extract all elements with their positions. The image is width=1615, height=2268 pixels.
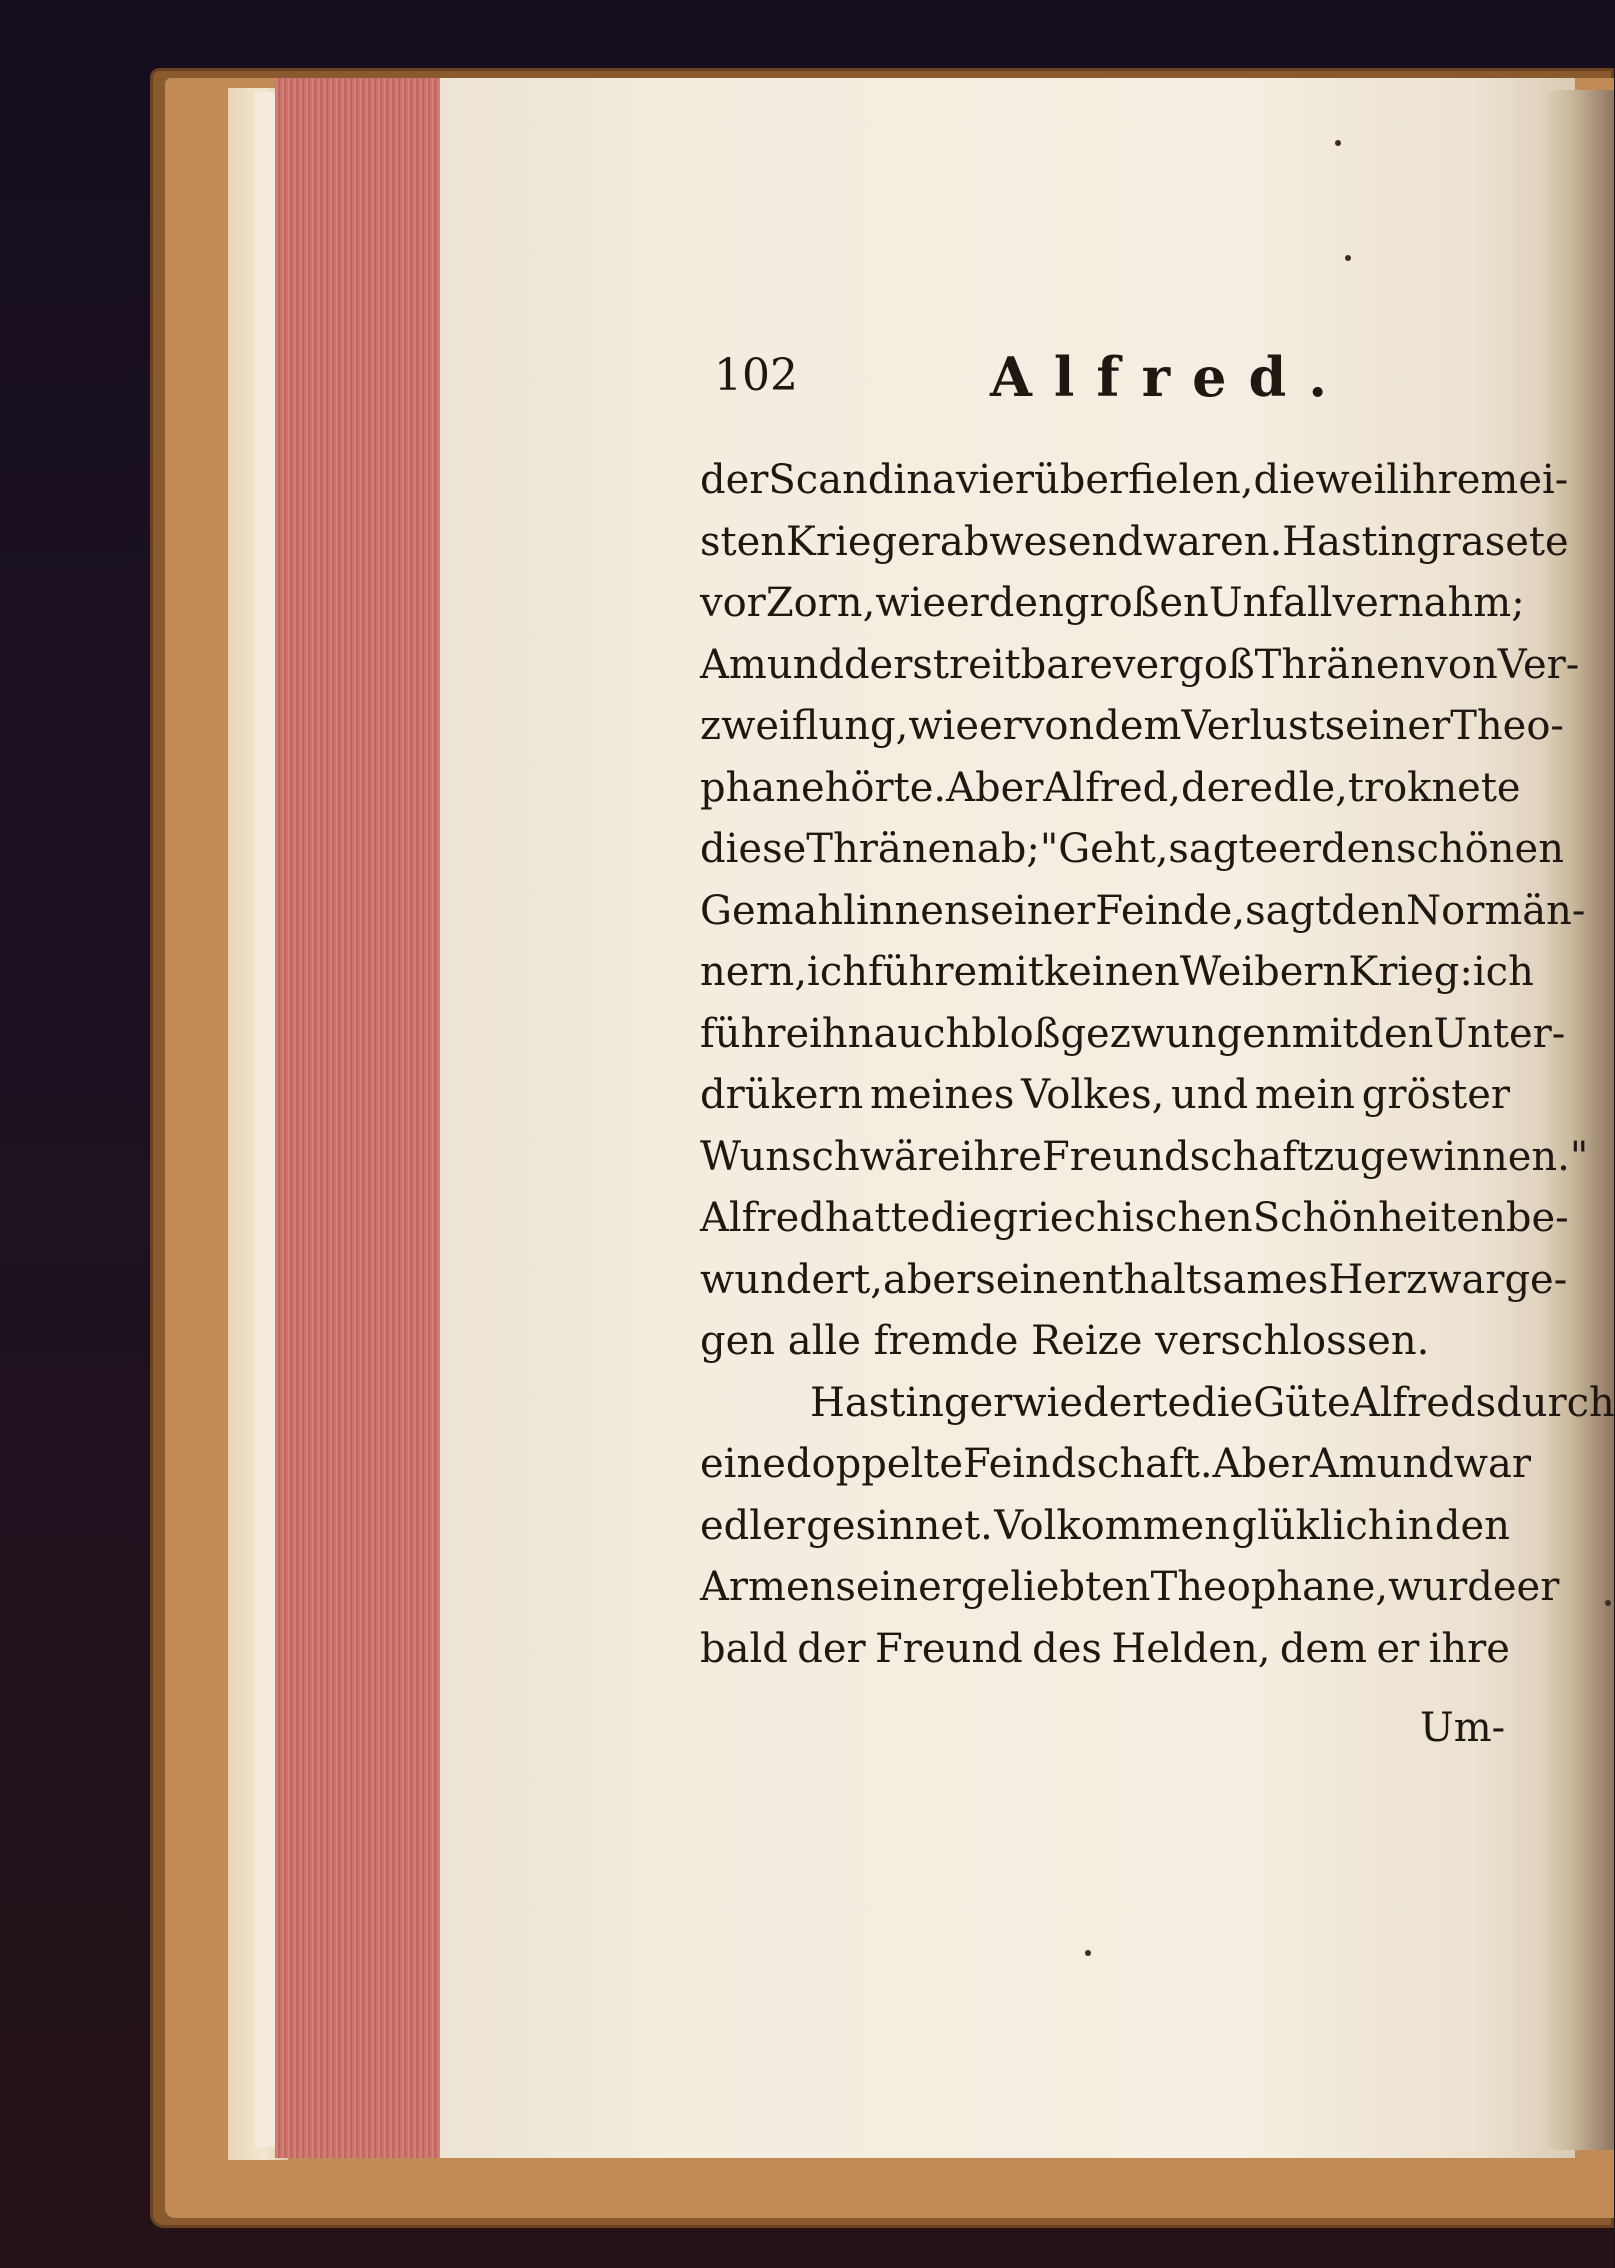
word: schönen — [1395, 826, 1564, 872]
word: auch — [873, 1010, 972, 1057]
word: durch — [1496, 1379, 1615, 1426]
word: den — [1358, 1010, 1434, 1057]
word: meines — [870, 1072, 1015, 1118]
word: Amund — [1309, 1441, 1454, 1487]
word: mit — [977, 949, 1044, 995]
text-line — [700, 819, 1564, 881]
word: er — [946, 580, 989, 626]
word: troknete — [1347, 764, 1521, 811]
word: seiner — [835, 1564, 961, 1610]
word: phane — [700, 764, 825, 811]
word: Theo- — [1450, 703, 1564, 749]
word: Hasting — [810, 1379, 970, 1426]
word: ab; — [976, 826, 1040, 872]
word: bloß — [971, 1010, 1061, 1057]
word: Zorn, — [765, 580, 876, 626]
text-line — [700, 1373, 1615, 1435]
text-line — [700, 512, 1569, 574]
word: drükern — [700, 1072, 864, 1118]
word: Weibern — [1179, 949, 1349, 995]
word: ich — [807, 949, 868, 995]
word: wurde — [1388, 1564, 1517, 1610]
red-page-edges — [275, 78, 445, 2158]
page-block-edge-highlight — [255, 92, 275, 2147]
word: er — [1516, 1564, 1560, 1610]
paper-speck — [1335, 140, 1341, 146]
word: Thränen — [806, 826, 977, 872]
word: Güte — [1253, 1379, 1351, 1426]
word: Thränen — [1254, 641, 1426, 688]
word: be- — [1505, 1195, 1569, 1241]
word: den — [988, 580, 1064, 626]
word: wie — [908, 703, 980, 749]
text-line — [700, 1188, 1569, 1250]
word: großen — [1063, 580, 1209, 626]
word: mit — [1291, 1010, 1359, 1057]
word: hörte. — [824, 764, 947, 811]
word: er — [1376, 1625, 1420, 1672]
word: waren. — [1142, 518, 1283, 565]
text-line — [700, 1434, 1532, 1496]
text-line — [700, 1619, 1510, 1681]
text-line — [700, 881, 1586, 943]
word: den — [1331, 887, 1407, 934]
word: griechischen — [992, 1195, 1253, 1241]
word: Verlust — [1181, 703, 1325, 749]
word: er — [979, 703, 1022, 749]
word: dieweil — [1253, 457, 1400, 503]
word: keinen — [1043, 949, 1180, 995]
word: Amund — [700, 641, 844, 688]
word: ihn — [809, 1010, 874, 1057]
word: sagt — [1245, 887, 1332, 934]
word: war — [1453, 1441, 1532, 1487]
word: Volkes, — [1021, 1072, 1165, 1118]
page-number: 102 — [714, 350, 798, 401]
text-line — [700, 1065, 1510, 1127]
word: hatte — [824, 1195, 931, 1241]
word: seiner — [969, 887, 1096, 934]
word: Armen — [700, 1564, 836, 1610]
word: abwesend — [939, 518, 1143, 565]
text-line — [700, 450, 1569, 512]
word: vergoß — [1112, 641, 1255, 688]
word: in — [1394, 1502, 1434, 1549]
body-text — [700, 450, 1615, 1680]
word: er — [1278, 826, 1321, 872]
word: überfielen, — [1034, 457, 1254, 503]
text-line — [700, 942, 1534, 1004]
word: ich — [1472, 949, 1534, 995]
word: des — [1032, 1625, 1102, 1672]
paper-speck — [1345, 255, 1351, 261]
word: mei- — [1480, 457, 1569, 503]
word: war — [1427, 1256, 1505, 1303]
paper-speck — [1605, 1600, 1611, 1606]
word: enthaltsames — [1057, 1256, 1329, 1303]
word: edle, — [1249, 764, 1348, 811]
word: nern, — [700, 949, 808, 995]
text-line — [700, 573, 1525, 635]
word: führe — [868, 949, 978, 995]
word: wundert, — [700, 1256, 883, 1303]
word: gewinnen." — [1359, 1133, 1589, 1180]
word: erwiederte — [969, 1379, 1192, 1426]
word: mein — [1254, 1072, 1356, 1118]
word: sein — [975, 1256, 1058, 1303]
word: eine — [700, 1441, 786, 1487]
word: ihre — [1399, 457, 1481, 503]
text-line — [700, 1250, 1568, 1312]
word: die — [1191, 1379, 1254, 1426]
text-line — [700, 635, 1580, 697]
word: rasete — [1441, 518, 1569, 565]
word: gezwungen — [1060, 1010, 1292, 1057]
catchword: Um- — [1420, 1705, 1506, 1751]
word: Freund — [875, 1625, 1023, 1672]
word: der — [843, 641, 913, 688]
word: geliebten — [960, 1564, 1151, 1610]
word: wäre — [859, 1133, 961, 1180]
word: Hasting — [1282, 518, 1442, 565]
word: zweiflung, — [700, 703, 909, 749]
page-gutter — [1545, 90, 1614, 2150]
word: sten — [700, 518, 787, 565]
word: glüklich — [1231, 1502, 1394, 1549]
text-line — [700, 1004, 1566, 1066]
word: Alfred — [700, 1195, 825, 1241]
word: Alfred, — [1043, 764, 1181, 811]
word: ihre — [1428, 1625, 1510, 1672]
text-line — [700, 758, 1521, 820]
word: Aber — [1212, 1441, 1310, 1487]
word: führe — [700, 1010, 810, 1057]
word: Feindschaft. — [963, 1441, 1213, 1487]
word: "Geht, — [1039, 826, 1169, 872]
word: wie — [875, 580, 946, 626]
word: vernahm; — [1332, 580, 1525, 626]
word: den — [1320, 826, 1396, 872]
word: Gemahlinnen — [700, 887, 970, 934]
word: streitbare — [912, 641, 1113, 688]
word: die — [930, 1195, 993, 1241]
word: der — [700, 457, 769, 503]
word: Wunsch — [700, 1133, 860, 1180]
text-line — [700, 1496, 1510, 1558]
word: Herz — [1328, 1256, 1428, 1303]
text-line — [700, 1557, 1560, 1619]
word: doppelte — [785, 1441, 964, 1487]
word: Schönheiten — [1252, 1195, 1506, 1241]
text-line — [700, 696, 1564, 758]
word: zu — [1313, 1133, 1360, 1180]
word: Krieg: — [1348, 949, 1473, 995]
word: von — [1425, 641, 1498, 688]
text-line — [700, 1127, 1589, 1189]
word: Scandinavier — [768, 457, 1035, 503]
word: Ver- — [1497, 641, 1580, 688]
word: gesinnet. — [806, 1502, 993, 1549]
word: aber — [882, 1256, 976, 1303]
word: der — [1181, 764, 1250, 811]
word: edler — [700, 1502, 805, 1549]
word: Alfreds — [1350, 1379, 1497, 1426]
text-line: gen alle fremde Reize verschlossen. — [700, 1318, 1430, 1364]
word: Helden, — [1111, 1625, 1271, 1672]
paper-speck — [1085, 1950, 1091, 1956]
word: von — [1021, 703, 1095, 749]
word: vor — [700, 580, 766, 626]
word: gröster — [1361, 1072, 1510, 1118]
word: Aber — [946, 764, 1044, 811]
word: Volkommen — [994, 1502, 1230, 1549]
word: der — [797, 1625, 866, 1672]
word: seiner — [1324, 703, 1451, 749]
word: diese — [700, 826, 807, 872]
word: dem — [1094, 703, 1182, 749]
running-title: Alfred. — [990, 345, 1350, 409]
word: bald — [700, 1625, 788, 1672]
word: Freundschaft — [1041, 1133, 1314, 1180]
word: ihre — [960, 1133, 1042, 1180]
word: Krieger — [786, 518, 940, 565]
word: Feinde, — [1095, 887, 1246, 934]
word: Unter- — [1433, 1010, 1566, 1057]
word: Unfall — [1208, 580, 1333, 626]
word: und — [1171, 1072, 1249, 1118]
word: Theophane, — [1150, 1564, 1389, 1610]
word: sagte — [1168, 826, 1279, 872]
word: Normän- — [1406, 887, 1586, 934]
word: dem — [1279, 1625, 1368, 1672]
word: ge- — [1504, 1256, 1568, 1303]
word: den — [1434, 1502, 1510, 1549]
